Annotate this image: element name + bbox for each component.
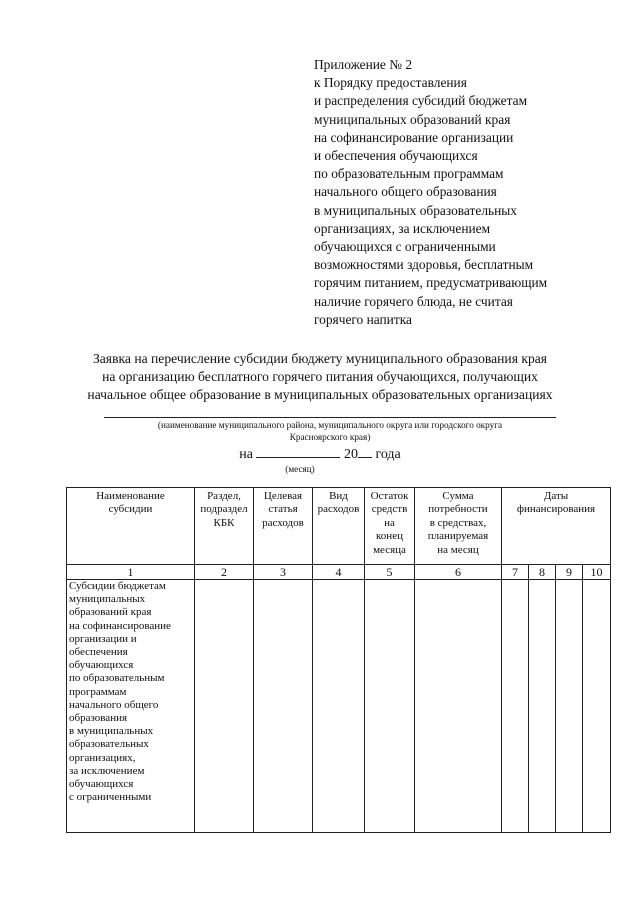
appendix-line: горячего напитка — [314, 311, 412, 327]
municipality-caption — [104, 420, 556, 443]
date-cell[interactable] — [502, 580, 529, 833]
appendix-line: в муниципальных образовательных — [314, 202, 517, 218]
column-number: 10 — [583, 565, 611, 580]
appendix-block — [314, 56, 614, 329]
header-subsidy-name: Наименование субсидии — [67, 488, 195, 565]
column-number-row — [67, 565, 611, 580]
header-target-article: Целевая статья расходов — [254, 488, 313, 565]
appendix-line: горячим питанием, предусматривающим — [314, 275, 548, 291]
column-number: 2 — [195, 565, 254, 580]
title-line: на организацию бесплатного горячего питания обучающихся, получающих — [102, 368, 538, 384]
header-balance: Остаток средств на конец месяца — [365, 488, 415, 565]
title-line: начальное общее образование в муниципальных образовательных организациях — [87, 386, 553, 402]
header-expense-type: Вид расходов — [313, 488, 365, 565]
header-financing-dates: Даты финансирования — [502, 488, 611, 565]
year-blank[interactable] — [358, 445, 372, 458]
kbk-cell[interactable] — [195, 580, 254, 833]
appendix-line: организациях, за исключением — [314, 220, 491, 236]
header-required-amount: Сумма потребности в средствах, планируемая на месяц — [415, 488, 502, 565]
caption-line: Красноярского края) — [289, 431, 371, 442]
month-caption: (месяц) — [285, 464, 315, 474]
appendix-line: начального общего образования — [314, 184, 497, 200]
appendix-line: на софинансирование организации — [314, 129, 514, 145]
document-title — [40, 350, 600, 403]
appendix-line: муниципальных образований края — [314, 111, 511, 127]
appendix-line: обучающихся с ограниченными — [314, 239, 496, 255]
column-number: 8 — [529, 565, 556, 580]
title-line: Заявка на перечисление субсидии бюджету муниципального образования края — [92, 351, 548, 366]
header-kbk: Раздел, подраздел КБК — [195, 488, 254, 565]
appendix-line: наличие горячего блюда, не считая — [314, 293, 513, 309]
column-number: 1 — [67, 565, 195, 580]
appendix-line: и распределения субсидий бюджетам — [314, 93, 528, 109]
appendix-line: возможностями здоровья, бесплатным — [314, 257, 534, 273]
column-number: 7 — [502, 565, 529, 580]
period-line — [200, 445, 440, 463]
column-number: 4 — [313, 565, 365, 580]
request-table — [66, 487, 611, 833]
target-article-cell[interactable] — [254, 580, 313, 833]
balance-cell[interactable] — [365, 580, 415, 833]
caption-line: (наименование муниципального района, муниципального округа или городского округа — [157, 420, 503, 430]
column-number: 9 — [556, 565, 583, 580]
month-blank[interactable] — [256, 445, 340, 458]
column-number: 5 — [365, 565, 415, 580]
appendix-line: к Порядку предоставления — [314, 75, 467, 91]
required-amount-cell[interactable] — [415, 580, 502, 833]
date-cell[interactable] — [556, 580, 583, 833]
period-prefix: на — [239, 447, 253, 462]
header-row — [67, 488, 611, 565]
municipality-fill-line[interactable] — [104, 417, 556, 418]
table-row — [67, 580, 611, 833]
appendix-line: Приложение № 2 — [314, 57, 413, 72]
date-cell[interactable] — [583, 580, 611, 833]
appendix-line: по образовательным программам — [314, 166, 504, 182]
subsidy-description-cell: Субсидии бюджетам муниципальных образований края на софинансирование организации и обеспечения обучающихся по образовательным программам начального общего образования в муниципальных образовательных организациях, за исключением обучающихся с ограниченными — [67, 580, 195, 833]
column-number: 6 — [415, 565, 502, 580]
year-prefix: 20 — [343, 447, 358, 462]
column-number: 3 — [254, 565, 313, 580]
period-suffix: года — [375, 447, 401, 462]
expense-type-cell[interactable] — [313, 580, 365, 833]
appendix-line: и обеспечения обучающихся — [314, 148, 478, 164]
date-cell[interactable] — [529, 580, 556, 833]
